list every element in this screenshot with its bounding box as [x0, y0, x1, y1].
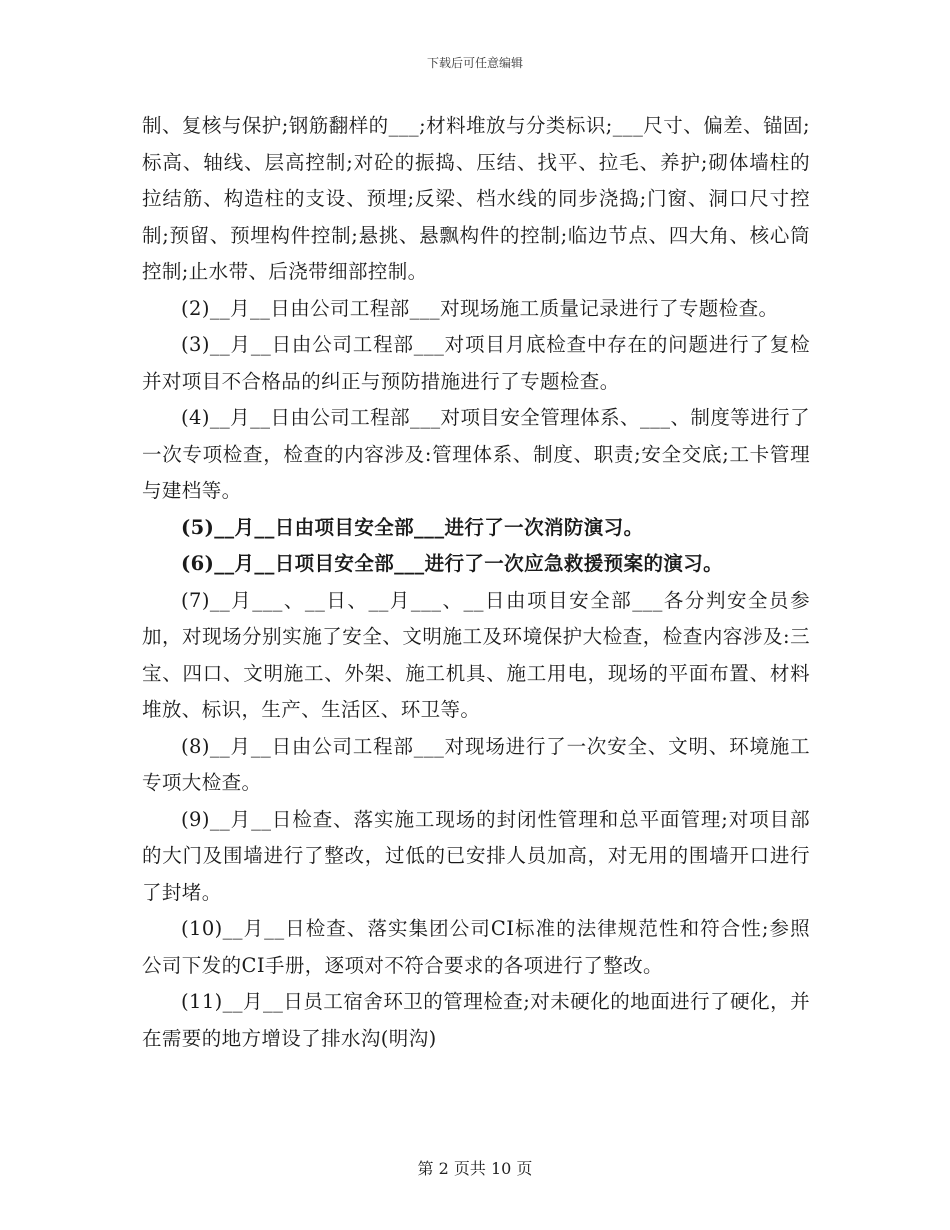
- paragraph-4: (4)__月__日由公司工程部___对项目安全管理体系、___、制度等进行了一次专项检查，检查的内容涉及:管理体系、制度、职责;安全交底;工卡管理与建档等。: [142, 406, 810, 502]
- paragraph-1: 制、复核与保护;钢筋翻样的___;材料堆放与分类标识;___尺寸、偏差、锚固;标高、轴线、层高控制;对砼的振捣、压结、找平、拉毛、养护;砌体墙柱的拉结筋、构造柱的支设、预埋;反梁、档水线的同步浇捣;门窗、洞口尺寸控制;预留、预埋构件控制;悬挑、悬飘构件的控制;临边节点、四大角、核心筒控制;止水带、后浇带细部控制。: [142, 114, 810, 283]
- page-header-note: 下载后可任意编辑: [426, 56, 523, 70]
- paragraph-10: (10)__月__日检查、落实集团公司CI标准的法律规范性和符合性;参照公司下发的CI手册，逐项对不符合要求的各项进行了整改。: [142, 917, 810, 977]
- paragraph-8: (8)__月__日由公司工程部___对现场进行了一次安全、文明、环境施工专项大检查。: [142, 734, 810, 794]
- paragraph-6: (6)__月__日项目安全部___进行了一次应急救援预案的演习。: [181, 552, 724, 575]
- paragraph-5: (5)__月__日由项目安全部___进行了一次消防演习。: [181, 515, 644, 539]
- paragraph-3: (3)__月__日由公司工程部___对项目月底检查中存在的问题进行了复检并对项目不合格品的纠正与预防措施进行了专题检查。: [142, 333, 810, 393]
- paragraph-11: (11)__月__日员工宿舍环卫的管理检查;对未硬化的地面进行了硬化，并在需要的地方增设了排水沟(明沟): [142, 990, 810, 1050]
- paragraph-2: (2)__月__日由公司工程部___对现场施工质量记录进行了专题检查。: [181, 296, 779, 320]
- page-footer-number: 第 2 页共 10 页: [417, 1159, 533, 1178]
- paragraph-7: (7)__月___、__日、__月___、__日由项目安全部___各分判安全员参加，对现场分别实施了安全、文明施工及环境保护大检查，检查内容涉及:三宝、四口、文明施工、外架、施工机具、施工用电，现场的平面布置、材料堆放、标识，生产、生活区、环卫等。: [142, 588, 810, 721]
- paragraph-9: (9)__月__日检查、落实施工现场的封闭性管理和总平面管理;对项目部的大门及围墙进行了整改，过低的已安排人员加高，对无用的围墙开口进行了封堵。: [142, 807, 810, 904]
- document-body: [142, 108, 810, 1057]
